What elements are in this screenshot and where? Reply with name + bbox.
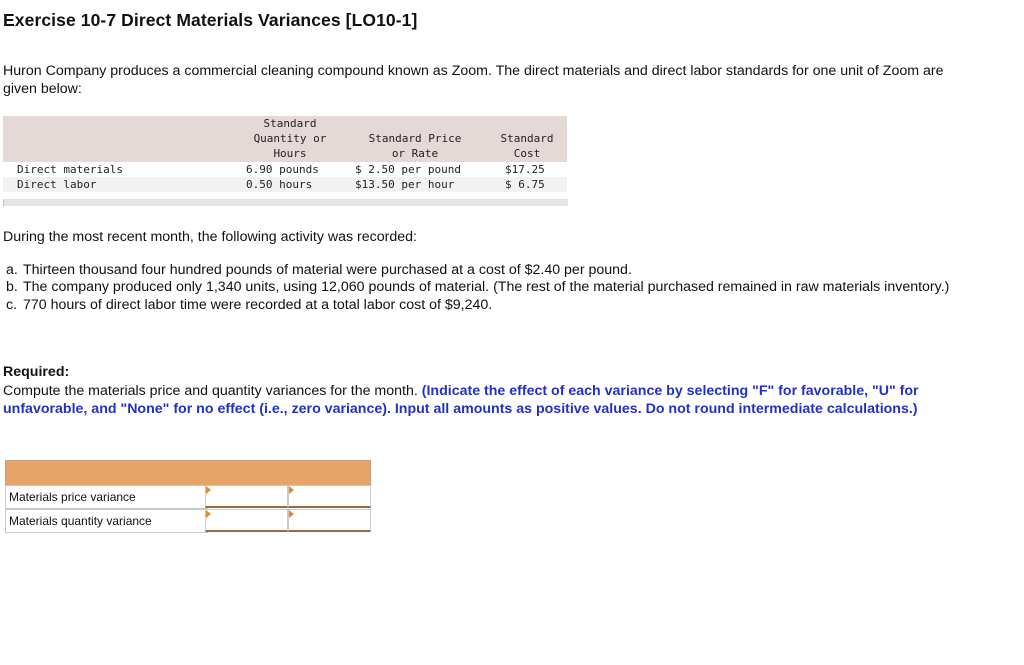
list-item-letter: c.	[6, 296, 18, 313]
intro-text: Huron Company produces a commercial cleaning compound known as Zoom. The direct materials and direct labor standards for one unit of Zoom are given below:	[3, 63, 944, 97]
header-price-line1: Standard Price	[368, 132, 462, 145]
row-price: $13.50 per hour	[355, 178, 455, 191]
standards-table-footer	[3, 199, 568, 206]
required-label: Required:	[3, 364, 70, 380]
activity-list	[3, 262, 963, 315]
row-qty: 0.50 hours	[246, 178, 313, 191]
header-qty-line1: Standard	[263, 117, 317, 130]
row-price: $ 2.50 per pound	[355, 163, 461, 176]
input-marker-icon	[206, 510, 211, 518]
activity-intro: During the most recent month, the following activity was recorded:	[3, 229, 417, 245]
answer-row-quantity-variance	[5, 509, 371, 533]
answer-row-price-variance	[5, 485, 371, 509]
row-qty: 6.90 pounds	[246, 163, 319, 176]
header-qty-line3: Hours	[273, 147, 307, 160]
list-item-letter: a.	[6, 261, 18, 278]
header-cost-line1: Standard	[500, 132, 554, 145]
row-cost: $ 6.75	[505, 178, 545, 191]
price-variance-amount-input[interactable]	[205, 485, 288, 508]
required-text	[3, 382, 923, 418]
answer-row-label: Materials quantity variance	[5, 509, 208, 533]
input-marker-icon	[206, 486, 211, 494]
input-marker-icon	[289, 510, 294, 518]
row-label: Direct labor	[17, 178, 97, 191]
input-marker-icon	[289, 486, 294, 494]
list-item	[3, 262, 963, 280]
answer-table-header	[5, 460, 371, 486]
required-question: Compute the materials price and quantity variances for the month.	[3, 383, 422, 399]
activity-section	[3, 229, 963, 314]
quantity-variance-amount-input[interactable]	[205, 509, 288, 532]
table-row-direct-labor	[3, 177, 567, 192]
list-item	[3, 279, 963, 297]
row-cost: $17.25	[505, 163, 545, 176]
header-qty-line2: Quantity or	[253, 132, 327, 145]
row-label: Direct materials	[17, 163, 123, 176]
header-price-line2: or Rate	[391, 147, 439, 160]
table-row-direct-materials	[3, 162, 567, 177]
header-cost-line2: Cost	[513, 147, 541, 160]
required-instructions: (Indicate the effect of each variance by selecting "F" for favorable, "U" for unfavorable, and "None" for no effect (i.e., zero variance). Input all amounts as positive values. Do not round intermediate calculations.)	[3, 383, 919, 417]
standards-table-header	[3, 116, 567, 162]
quantity-variance-effect-select[interactable]	[288, 509, 371, 532]
list-item-text: Thirteen thousand four hundred pounds of material were purchased at a cost of $2.40 per pound.	[23, 261, 632, 278]
list-item-letter: b.	[6, 279, 18, 295]
exercise-title: Exercise 10-7 Direct Materials Variances [LO10-1]	[3, 10, 418, 30]
price-variance-effect-select[interactable]	[288, 485, 371, 508]
list-item	[3, 297, 963, 315]
answer-table	[5, 460, 371, 533]
list-item-text: The company produced only 1,340 units, using 12,060 pounds of material. (The rest of the material purchased remained in raw materials inventory.)	[23, 279, 950, 295]
answer-row-label: Materials price variance	[5, 485, 208, 509]
list-item-text: 770 hours of direct labor time were recorded at a total labor cost of $9,240.	[23, 296, 493, 313]
